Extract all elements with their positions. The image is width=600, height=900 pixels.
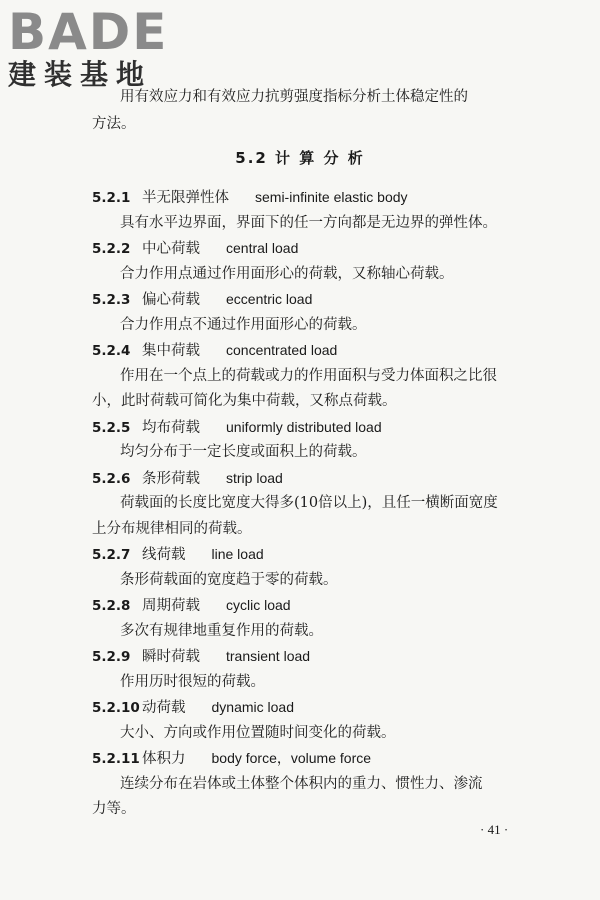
intro-line-1: 用有效应力和有效应力抗剪强度指标分析土体稳定性的 [120,89,468,105]
term-number: 5.2.3 [92,292,131,308]
term-number: 5.2.6 [92,470,131,487]
term-heading [92,467,283,490]
term-number: 5.2.4 [92,343,131,359]
term-definition: 合力作用点通过作用面形心的荷载，又称轴心荷载。 [120,265,454,282]
term-english: central load [226,240,299,256]
term-chinese: 均布荷载 [142,419,200,436]
term-english: cyclic load [226,597,291,613]
term-chinese: 瞬时荷载 [142,649,200,665]
logo-subtitle: 建装基地 [8,58,153,91]
term-heading [92,696,294,719]
term-english: uniformly distributed load [226,418,382,435]
term-chinese: 集中荷载 [142,343,200,359]
term-definition: 小，此时荷载可简化为集中荷载，又称点荷载。 [92,393,397,409]
term-definition: 具有水平边界面，界面下的任一方向都是无边界的弹性体。 [120,214,497,231]
term-english: line load [211,546,264,562]
term-definition: 力等。 [92,801,136,817]
term-english: transient load [226,648,311,664]
term-number: 5.2.7 [92,547,131,563]
term-definition: 均匀分布于一定长度或面积上的荷载。 [120,444,367,460]
term-definition: 上分布规律相同的荷载。 [92,520,252,537]
term-english: concentrated load [226,342,338,358]
term-english: body force，volume force [211,750,372,766]
term-number: 5.2.8 [92,598,131,614]
term-chinese: 动荷载 [142,700,186,716]
term-chinese: 周期荷载 [142,598,200,614]
term-number: 5.2.10 [92,700,140,716]
term-number: 5.2.2 [92,241,131,257]
term-english: dynamic load [211,699,294,715]
intro-line-2: 方法。 [92,116,136,132]
term-chinese: 条形荷载 [142,470,200,487]
term-definition: 多次有规律地重复作用的荷载。 [120,622,323,639]
term-heading [92,543,264,566]
term-chinese: 中心荷载 [142,241,200,257]
term-definition: 作用在一个点上的荷载或力的作用面积与受力体面积之比很 [120,367,497,384]
term-number: 5.2.11 [92,751,140,767]
term-chinese: 半无限弹性体 [142,190,229,206]
section-title: 5.2 计 算 分 析 [235,149,365,167]
term-english: semi-infinite elastic body [255,189,408,205]
term-number: 5.2.5 [92,419,131,436]
logo-brand: BADE [8,3,169,61]
term-heading [92,747,371,770]
term-definition: 荷载面的长度比宽度大得多(10倍以上)，且任一横断面宽度 [120,495,498,511]
term-heading [92,416,382,439]
term-heading [92,288,312,311]
term-definition: 合力作用点不通过作用面形心的荷载。 [120,316,367,333]
term-number: 5.2.9 [92,649,131,665]
term-definition: 条形荷载面的宽度趋于零的荷载。 [120,571,338,588]
term-english: eccentric load [226,291,313,307]
page-number: · 41 · [480,822,509,837]
term-heading [92,186,408,209]
term-number: 5.2.1 [92,190,131,206]
term-definition: 作用历时很短的荷载。 [120,673,265,690]
term-definition: 连续分布在岩体或土体整个体积内的重力、惯性力、渗流 [120,775,483,792]
term-chinese: 偏心荷载 [142,292,200,308]
term-chinese: 线荷载 [142,547,186,563]
term-chinese: 体积力 [142,751,186,767]
term-definition: 大小、方向或作用位置随时间变化的荷载。 [120,724,396,741]
term-heading [92,645,310,668]
term-english: strip load [226,469,283,486]
term-heading [92,339,337,362]
term-heading [92,237,298,260]
term-heading [92,594,291,617]
